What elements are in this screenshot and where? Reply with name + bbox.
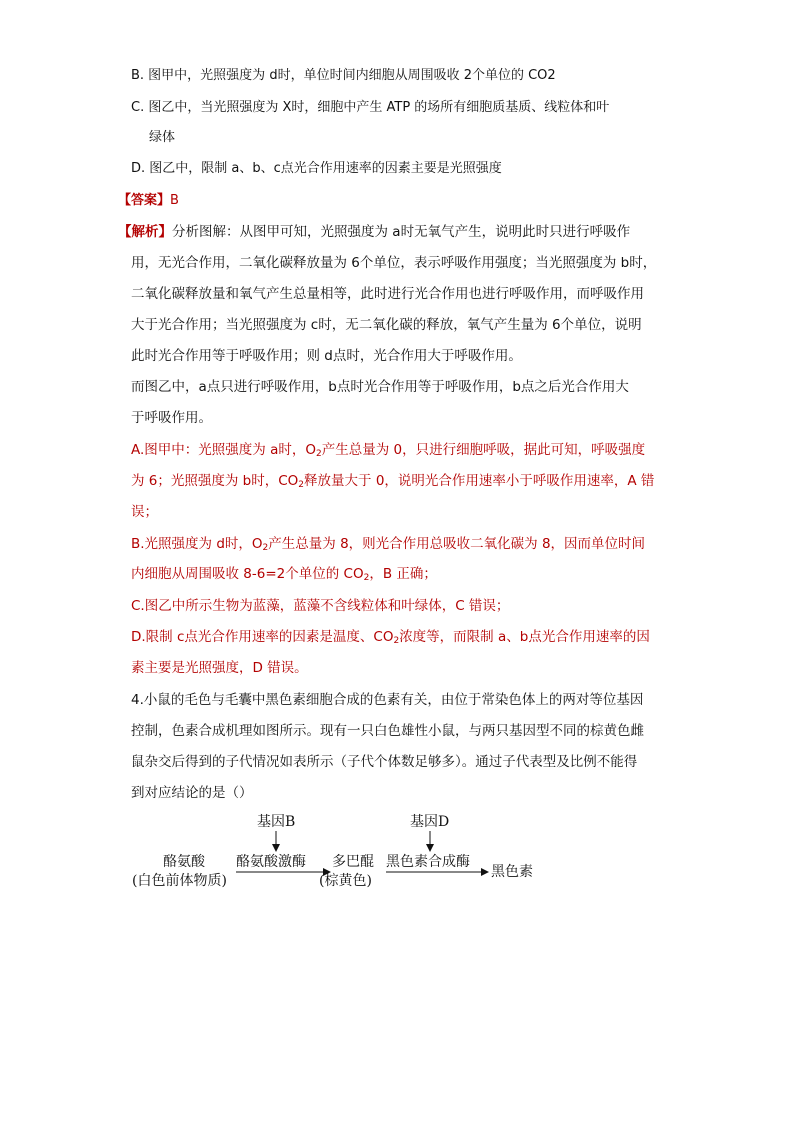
tyrosine-note: (白色前体物质)	[132, 873, 227, 889]
analysis-b-line1-part2: 产生总量为 8，则光合作用总吸收二氧化碳为 8，因而单位时间	[268, 536, 646, 552]
question4-line2: 控制，色素合成机理如图所示。现有一只白色雄性小鼠，与两只基因型不同的棕黄色雌	[131, 723, 644, 739]
analysis-a-line1-part2: 产生总量为 0，只进行细胞呼吸，据此可知，呼吸强度	[321, 442, 646, 458]
analysis-b-line2-part2: ，B 正确；	[369, 566, 437, 582]
analysis-p1-line3: 二氧化碳释放量和氧气产生总量相等，此时进行光合作用也进行呼吸作用，而呼吸作用	[131, 286, 644, 302]
gene-b-label: 基因B	[257, 814, 296, 830]
enzyme2-label: 黑色素合成酶	[386, 854, 470, 870]
question4-line4: 到对应结论的是（）	[131, 785, 253, 801]
option-c-line1: C. 图乙中，当光照强度为 X时，细胞中产生 ATP 的场所有细胞质基质、线粒体和叶	[131, 100, 610, 115]
analysis-p1-line1-text: 分析图解：从图甲可知，光照强度为 a时无氧气产生，说明此时只进行呼吸作	[172, 224, 631, 240]
subscript-2: 2	[315, 449, 322, 459]
answer-label: 【答案】	[118, 193, 171, 208]
question4-line3: 鼠杂交后得到的子代情况如表所示（子代个体数足够多）。通过子代表型及比例不能得	[131, 754, 638, 770]
analysis-a-line2-part2: 释放量大于 0，说明光合作用速率小于呼吸作用速率，A 错	[304, 473, 655, 489]
analysis-p1-line5: 此时光合作用等于呼吸作用；则 d点时，光合作用大于呼吸作用。	[131, 348, 522, 364]
dopaquinone-note: (棕黄色)	[319, 873, 372, 889]
analysis-a-line2-part1: 为 6；光照强度为 b时，CO	[131, 473, 299, 489]
dopaquinone-label: 多巴醌	[332, 854, 374, 870]
analysis-d-line2: 素主要是光照强度，D 错误。	[131, 660, 308, 676]
analysis-c-line: C.图乙中所示生物为蓝藻，蓝藻不含线粒体和叶绿体，C 错误；	[131, 598, 510, 614]
analysis-a-line3: 误；	[131, 504, 158, 520]
subscript-2: 2	[393, 636, 400, 646]
option-b: B. 图甲中，光照强度为 d时，单位时间内细胞从周围吸收 2个单位的 CO2	[131, 68, 556, 83]
analysis-label: 【解析】	[118, 224, 172, 240]
answer-value: B	[170, 193, 179, 208]
analysis-p2-line2: 于呼吸作用。	[131, 410, 212, 426]
analysis-p1-line2: 用，无光合作用，二氧化碳释放量为 6个单位，表示呼吸作用强度；当光照强度为 b时，	[131, 255, 657, 271]
analysis-p1-line4: 大于光合作用；当光照强度为 c时，无二氧化碳的释放，氧气产生量为 6个单位，说明	[131, 317, 642, 333]
subscript-2: 2	[298, 480, 305, 490]
subscript-2: 2	[262, 543, 269, 553]
analysis-d-line1-part1: D.限制 c点光合作用速率的因素是温度、CO	[131, 629, 394, 645]
melanin-label: 黑色素	[491, 864, 533, 880]
question4-line1: 4.小鼠的毛色与毛囊中黑色素细胞合成的色素有关，由位于常染色体上的两对等位基因	[131, 692, 644, 708]
enzyme1-label: 酪氨酸激酶	[236, 854, 306, 870]
analysis-b-line2-part1: 内细胞从周围吸收 8-6=2个单位的 CO	[131, 566, 364, 582]
analysis-d-line1-part2: 浓度等，而限制 a、b点光合作用速率的因	[399, 629, 650, 645]
subscript-2: 2	[363, 573, 370, 583]
gene-d-label: 基因D	[410, 814, 450, 830]
tyrosine-label: 酪氨酸	[163, 854, 205, 870]
analysis-p2-line1: 而图乙中，a点只进行呼吸作用，b点时光合作用等于呼吸作用，b点之后光合作用大	[131, 379, 629, 395]
analysis-a-line1-part1: A.图甲中：光照强度为 a时，O	[131, 442, 316, 458]
option-d: D. 图乙中，限制 a、b、c点光合作用速率的因素主要是光照强度	[131, 161, 502, 176]
analysis-b-line1-part1: B.光照强度为 d时，O	[131, 536, 263, 552]
option-c-line2: 绿体	[149, 130, 176, 145]
